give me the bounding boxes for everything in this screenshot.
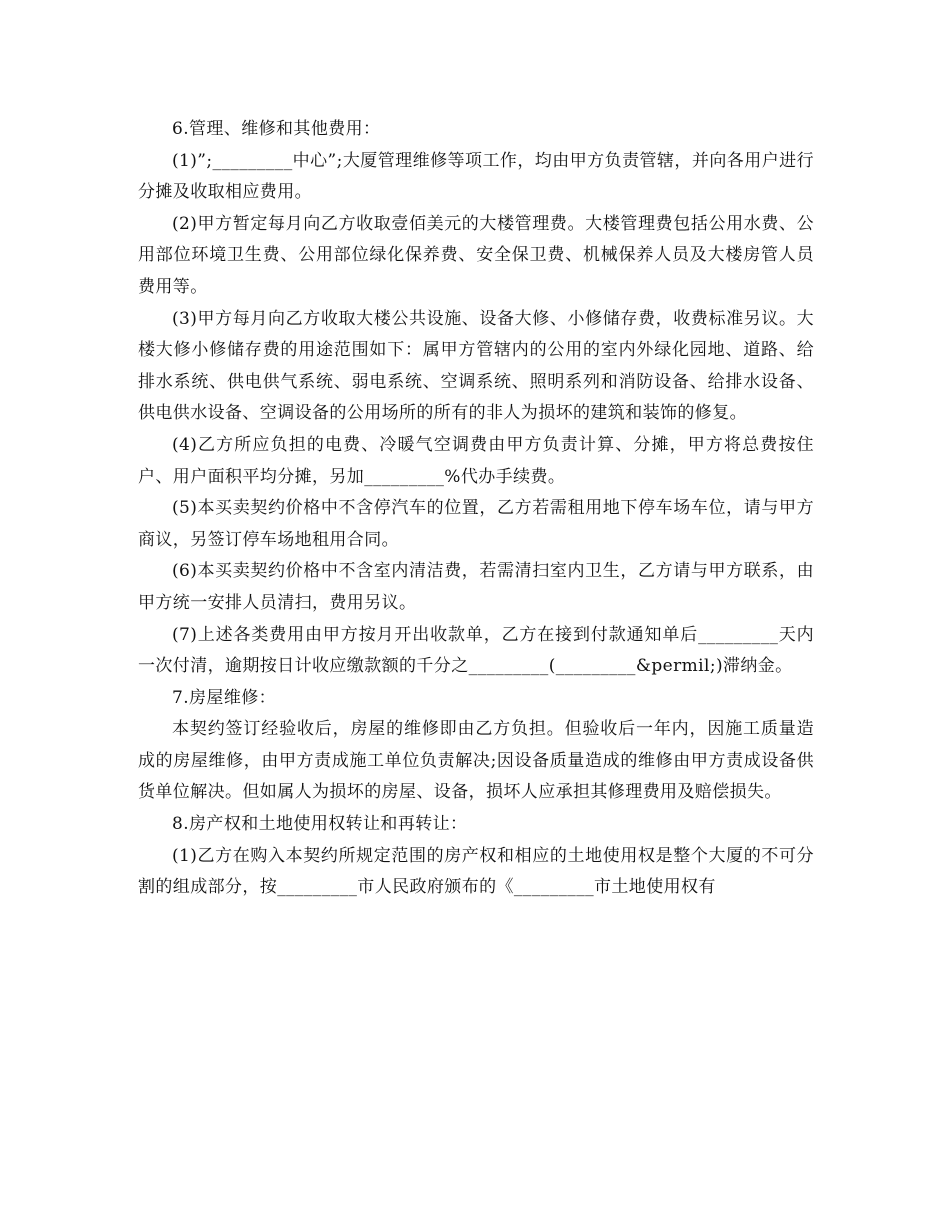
clause-6-7: (7)上述各类费用由甲方按月开出收款单，乙方在接到付款通知单后_________天内一次付清，逾期按日计收应缴款额的千分之_________(_________&permil;)滞纳金。 — [138, 624, 814, 677]
clause-6-1: (1)”;_________中心”;大厦管理维修等项工作，均由甲方负责管辖，并向各用户进行分摊及收取相应费用。 — [138, 150, 814, 203]
section-6-heading: 6.管理、维修和其他费用： — [172, 119, 381, 139]
clause-6-3: (3)甲方每月向乙方收取大楼公共设施、设备大修、小修储存费，收费标准另议。大楼大修小修储存费的用途范围如下：属甲方管辖内的公用的室内外绿化园地、道路、给排水系统、供电供气系统、弱电系统、空调系统、照明系列和消防设备、给排水设备、供电供水设备、空调设备的公用场所的所有的非人为损坏的建筑和装饰的修复。 — [138, 308, 814, 424]
clause-6-6: (6)本买卖契约价格中不含室内清洁费，若需清扫室内卫生，乙方请与甲方联系，由甲方统一安排人员清扫，费用另议。 — [138, 561, 814, 613]
document-page — [138, 114, 814, 904]
clause-6-4: (4)乙方所应负担的电费、冷暖气空调费由甲方负责计算、分摊，甲方将总费按住户、用户面积平均分摊，另加_________%代办手续费。 — [138, 434, 814, 487]
clause-6-2: (2)甲方暂定每月向乙方收取壹佰美元的大楼管理费。大楼管理费包括公用水费、公用部位环境卫生费、公用部位绿化保养费、安全保卫费、机械保养人员及大楼房管人员费用等。 — [138, 213, 814, 297]
section-8-heading: 8.房产权和土地使用权转让和再转让： — [172, 814, 468, 835]
section-7-heading: 7.房屋维修： — [172, 687, 277, 708]
section-7-body: 本契约签订经验收后，房屋的维修即由乙方负担。但验收后一年内，因施工质量造成的房屋维修，由甲方责成施工单位负责解决;因设备质量造成的维修由甲方责成设备供货单位解决。但如属人为损坏的房屋、设备，损坏人应承担其修理费用及赔偿损失。 — [138, 719, 814, 803]
clause-8-1: (1)乙方在购入本契约所规定范围的房产权和相应的土地使用权是整个大厦的不可分割的组成部分，按_________市人民政府颁布的《_________市土地使用权有 — [138, 845, 814, 898]
clause-6-5: (5)本买卖契约价格中不含停汽车的位置，乙方若需租用地下停车场车位，请与甲方商议，另签订停车场地租用合同。 — [138, 498, 814, 550]
